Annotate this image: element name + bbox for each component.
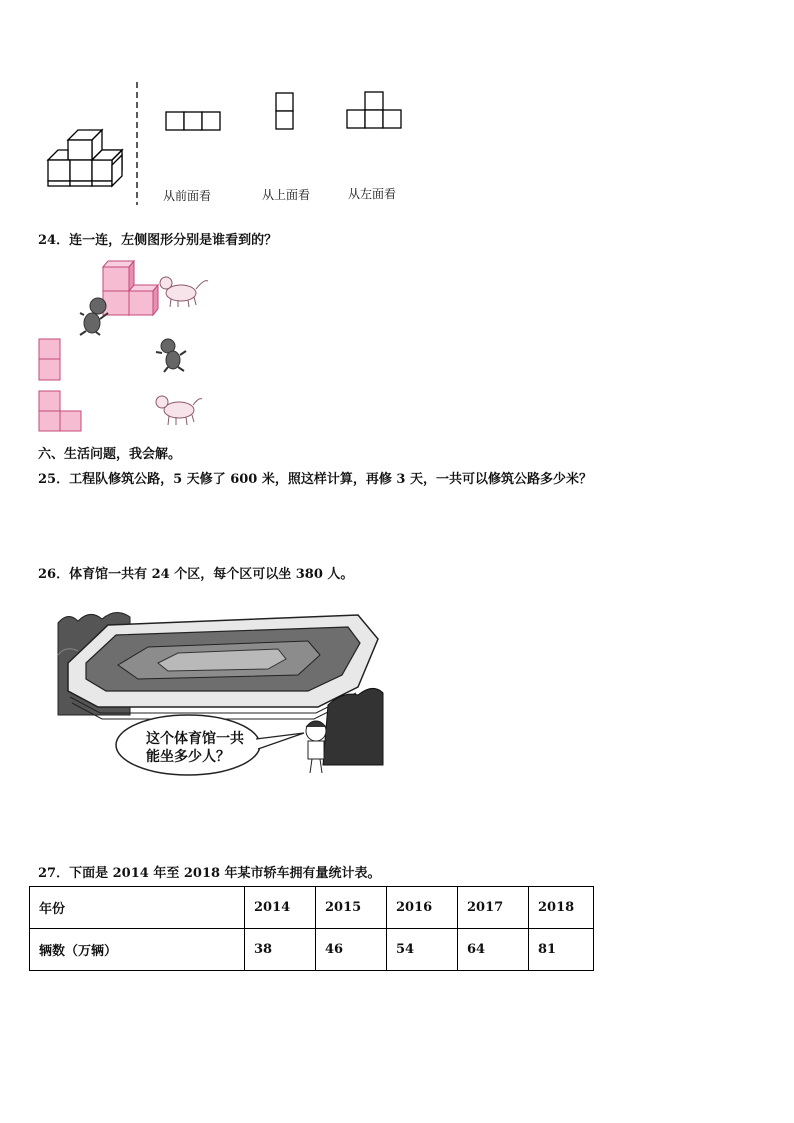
- speech-line-2: 能坐多少人？: [146, 749, 230, 765]
- monkey-icon: [80, 298, 108, 335]
- table-header-cell: 年份: [30, 887, 245, 929]
- table-cell: 46: [316, 929, 387, 971]
- monkey-icon: [156, 339, 186, 372]
- view-label-left: 从左面看: [348, 187, 397, 201]
- stats-table: [29, 886, 594, 971]
- option-b-view: [39, 391, 81, 431]
- table-cell: 81: [529, 929, 594, 971]
- section6-title: 六、生活问题，我会解。: [38, 447, 182, 462]
- pink-cube-stack: [103, 261, 158, 315]
- option-a-view: [39, 339, 60, 380]
- top-view-drawing: [276, 93, 293, 129]
- view-label-top: 从上面看: [262, 188, 311, 202]
- q24-figure: [36, 255, 236, 435]
- front-view-drawing: [166, 112, 220, 130]
- q24-title: 24．连一连，左侧图形分别是谁看到的？: [38, 233, 278, 248]
- table-cell: 54: [387, 929, 458, 971]
- q25-title: 25．工程队修筑公路，5 天修了 600 米，照这样计算，再修 3 天，一共可以修筑公路多少米？: [38, 472, 592, 487]
- view-label-front: 从前面看: [163, 189, 212, 203]
- table-cell: 64: [458, 929, 529, 971]
- table-row: [30, 887, 594, 929]
- cube-stack-drawing: [48, 130, 122, 186]
- table-header-cell: 2016: [387, 887, 458, 929]
- left-view-drawing: [347, 92, 401, 128]
- table-header-cell: 2015: [316, 887, 387, 929]
- table-cell: 38: [245, 929, 316, 971]
- table-row: [30, 929, 594, 971]
- dog-icon: [156, 396, 202, 425]
- table-header-cell: 2014: [245, 887, 316, 929]
- table-cell: 辆数（万辆）: [30, 929, 245, 971]
- speech-line-1: 这个体育馆一共: [146, 731, 244, 747]
- q27-title: 27．下面是 2014 年至 2018 年某市轿车拥有量统计表。: [38, 866, 381, 881]
- table-header-cell: 2017: [458, 887, 529, 929]
- q26-title: 26．体育馆一共有 24 个区，每个区可以坐 380 人。: [38, 567, 354, 582]
- table-header-cell: 2018: [529, 887, 594, 929]
- dog-icon: [160, 277, 208, 307]
